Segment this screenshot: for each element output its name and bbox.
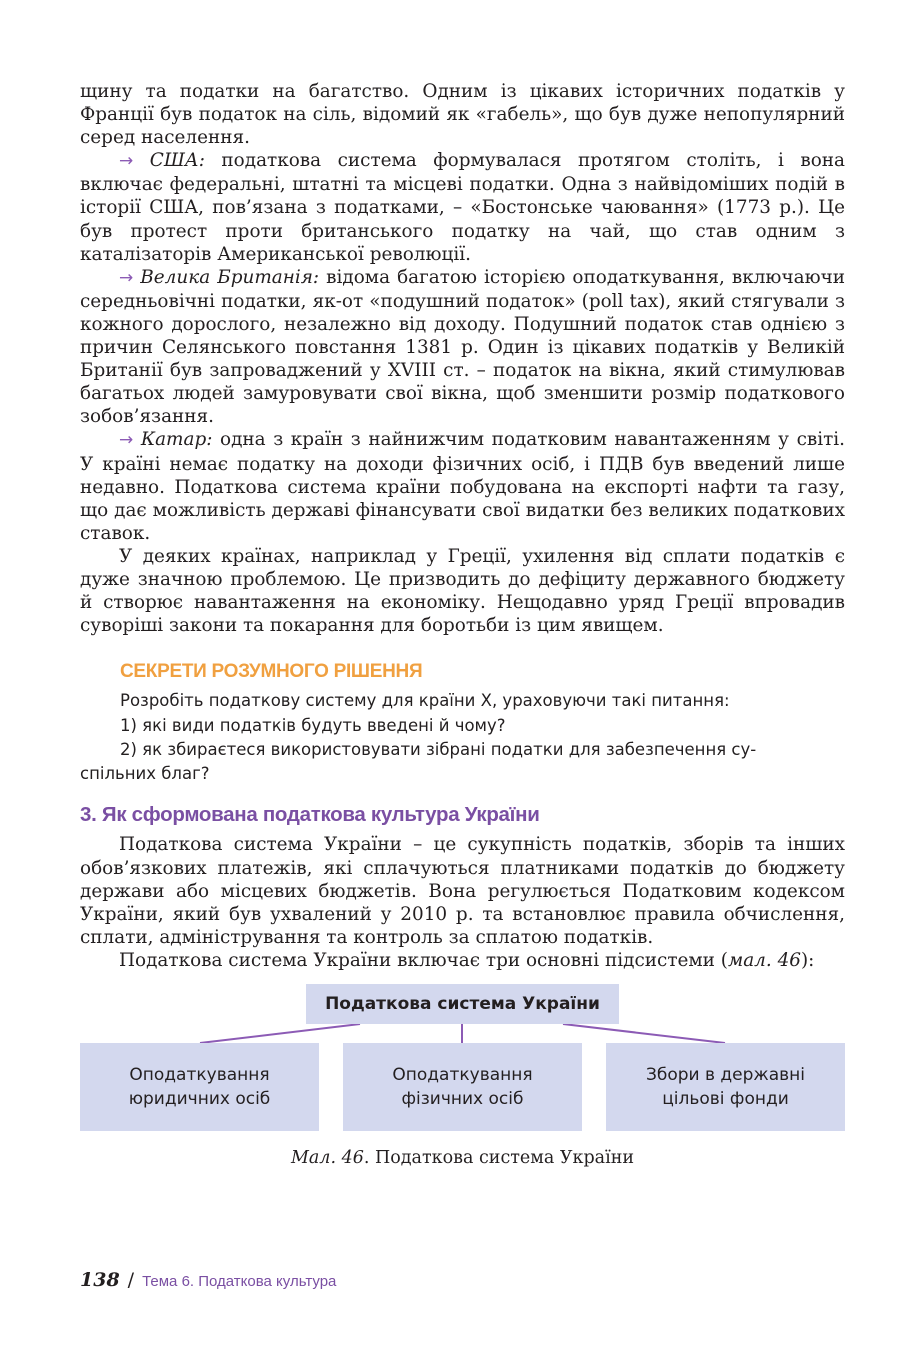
body-text xyxy=(80,80,845,637)
country-uk-text: відома багатою історією оподаткування, включаючи середньовічні податки, як-от «подушний податок» (poll tax), який стягували з кожного дорослого, незалежно від доходу. Подушний податок став однією з причин Селянського повстання 1381 р. Один із цікавих податків у Великій Британії був запроваджений у XVIII ст. – податок на вікна, який стимулював багатьох людей замуровувати свої вікна, щоб зменшити розмір податкового зобов’язання. xyxy=(80,266,845,428)
secrets-heading: СЕКРЕТИ РОЗУМНОГО РІШЕННЯ xyxy=(120,661,423,683)
section-heading: 3. Як сформована податкова культура України xyxy=(80,803,540,827)
diagram-root-box: Податкова система України xyxy=(306,984,619,1024)
country-qatar: Катар: xyxy=(140,429,213,451)
paragraph-qatar xyxy=(80,428,845,544)
connector-right xyxy=(563,1024,725,1043)
diagram-box-legal-entities: Оподаткування юридичних осіб xyxy=(80,1043,319,1131)
arrow-icon: → xyxy=(119,430,134,451)
secrets-question-2-end: спільних благ? xyxy=(80,764,210,784)
tax-system-diagram xyxy=(80,984,845,1174)
page-number: 138 xyxy=(80,1269,120,1291)
country-qatar-text: одна з країн з найнижчим податковим навантаженням у світі. У країні немає податку на доходи фізичних осіб, і ПДВ був введений лише недавно. Податкова система країни побудована на експорті нафти та газу, що дає можливість державі фінансувати свої видатки без великих податкових ставок. xyxy=(80,429,846,544)
country-usa: США: xyxy=(149,150,205,172)
page-footer xyxy=(80,1269,336,1291)
connector-left xyxy=(200,1024,360,1043)
diagram-box-individuals: Оподаткування фізичних осіб xyxy=(343,1043,582,1131)
diagram-box-state-funds: Збори в державні цільові фонди xyxy=(606,1043,845,1131)
section-body xyxy=(80,833,845,972)
section-paragraph-2: Податкова система України включає три основні підсистеми (мал. 46): xyxy=(119,949,815,971)
secrets-block xyxy=(80,689,845,786)
figure-reference: мал. 46 xyxy=(727,949,801,971)
caption-label: Мал. 46 xyxy=(290,1148,364,1168)
section-paragraph-1: Податкова система України – це сукупність податків, зборів та інших обов’язкових платежів, які сплачуються платниками податків до бюджету держави або місцевих бюджетів. Вона регулюється Податковим кодексом України, який був ухвалений у 2010 р. та встановлює правила обчислення, сплати, адміністрування та контроль за сплатою податків. xyxy=(80,834,845,948)
page-content xyxy=(80,80,845,1174)
arrow-icon: → xyxy=(119,151,134,172)
caption-text: . Податкова система України xyxy=(363,1148,635,1168)
footer-separator: / xyxy=(127,1269,135,1291)
footer-topic: Тема 6. Податкова культура xyxy=(142,1273,337,1290)
paragraph-greece: У деяких країнах, наприклад у Греції, ухилення від сплати податків є дуже значною проблемою. Це призводить до дефіциту державного бюджету й створює навантаження на економіку. Нещодавно уряд Греції впровадив суворіші закони та покарання для боротьби із цим явищем. xyxy=(80,545,845,637)
paragraph-intro: щину та податки на багатство. Одним із цікавих історичних податків у Франції був податок на сіль, відомий як «габель», що був дуже непопулярний серед населення. xyxy=(80,81,845,149)
paragraph-usa xyxy=(80,149,845,265)
country-uk: Велика Британія: xyxy=(140,266,320,288)
country-usa-text: податкова система формувалася протягом століть, і вона включає федеральні, штатні та місцеві податки. Одна з найвідоміших подій в історії США, пов’язана з податками, – «Бостонське чаювання» (1773 р.). Це був протест проти британського податку на чай, що став одним з каталізаторів Американської революції. xyxy=(80,150,845,265)
secrets-intro: Розробіть податкову систему для країни Х, ураховуючи такі питання: xyxy=(120,691,730,711)
paragraph-uk xyxy=(80,266,845,429)
figure-caption xyxy=(80,1148,845,1168)
arrow-icon: → xyxy=(119,267,134,288)
secrets-question-1: 1) які види податків будуть введені й чому? xyxy=(120,715,506,735)
secrets-question-2: 2) як збираєтеся використовувати зібрані податки для забезпечення су- xyxy=(120,739,757,759)
